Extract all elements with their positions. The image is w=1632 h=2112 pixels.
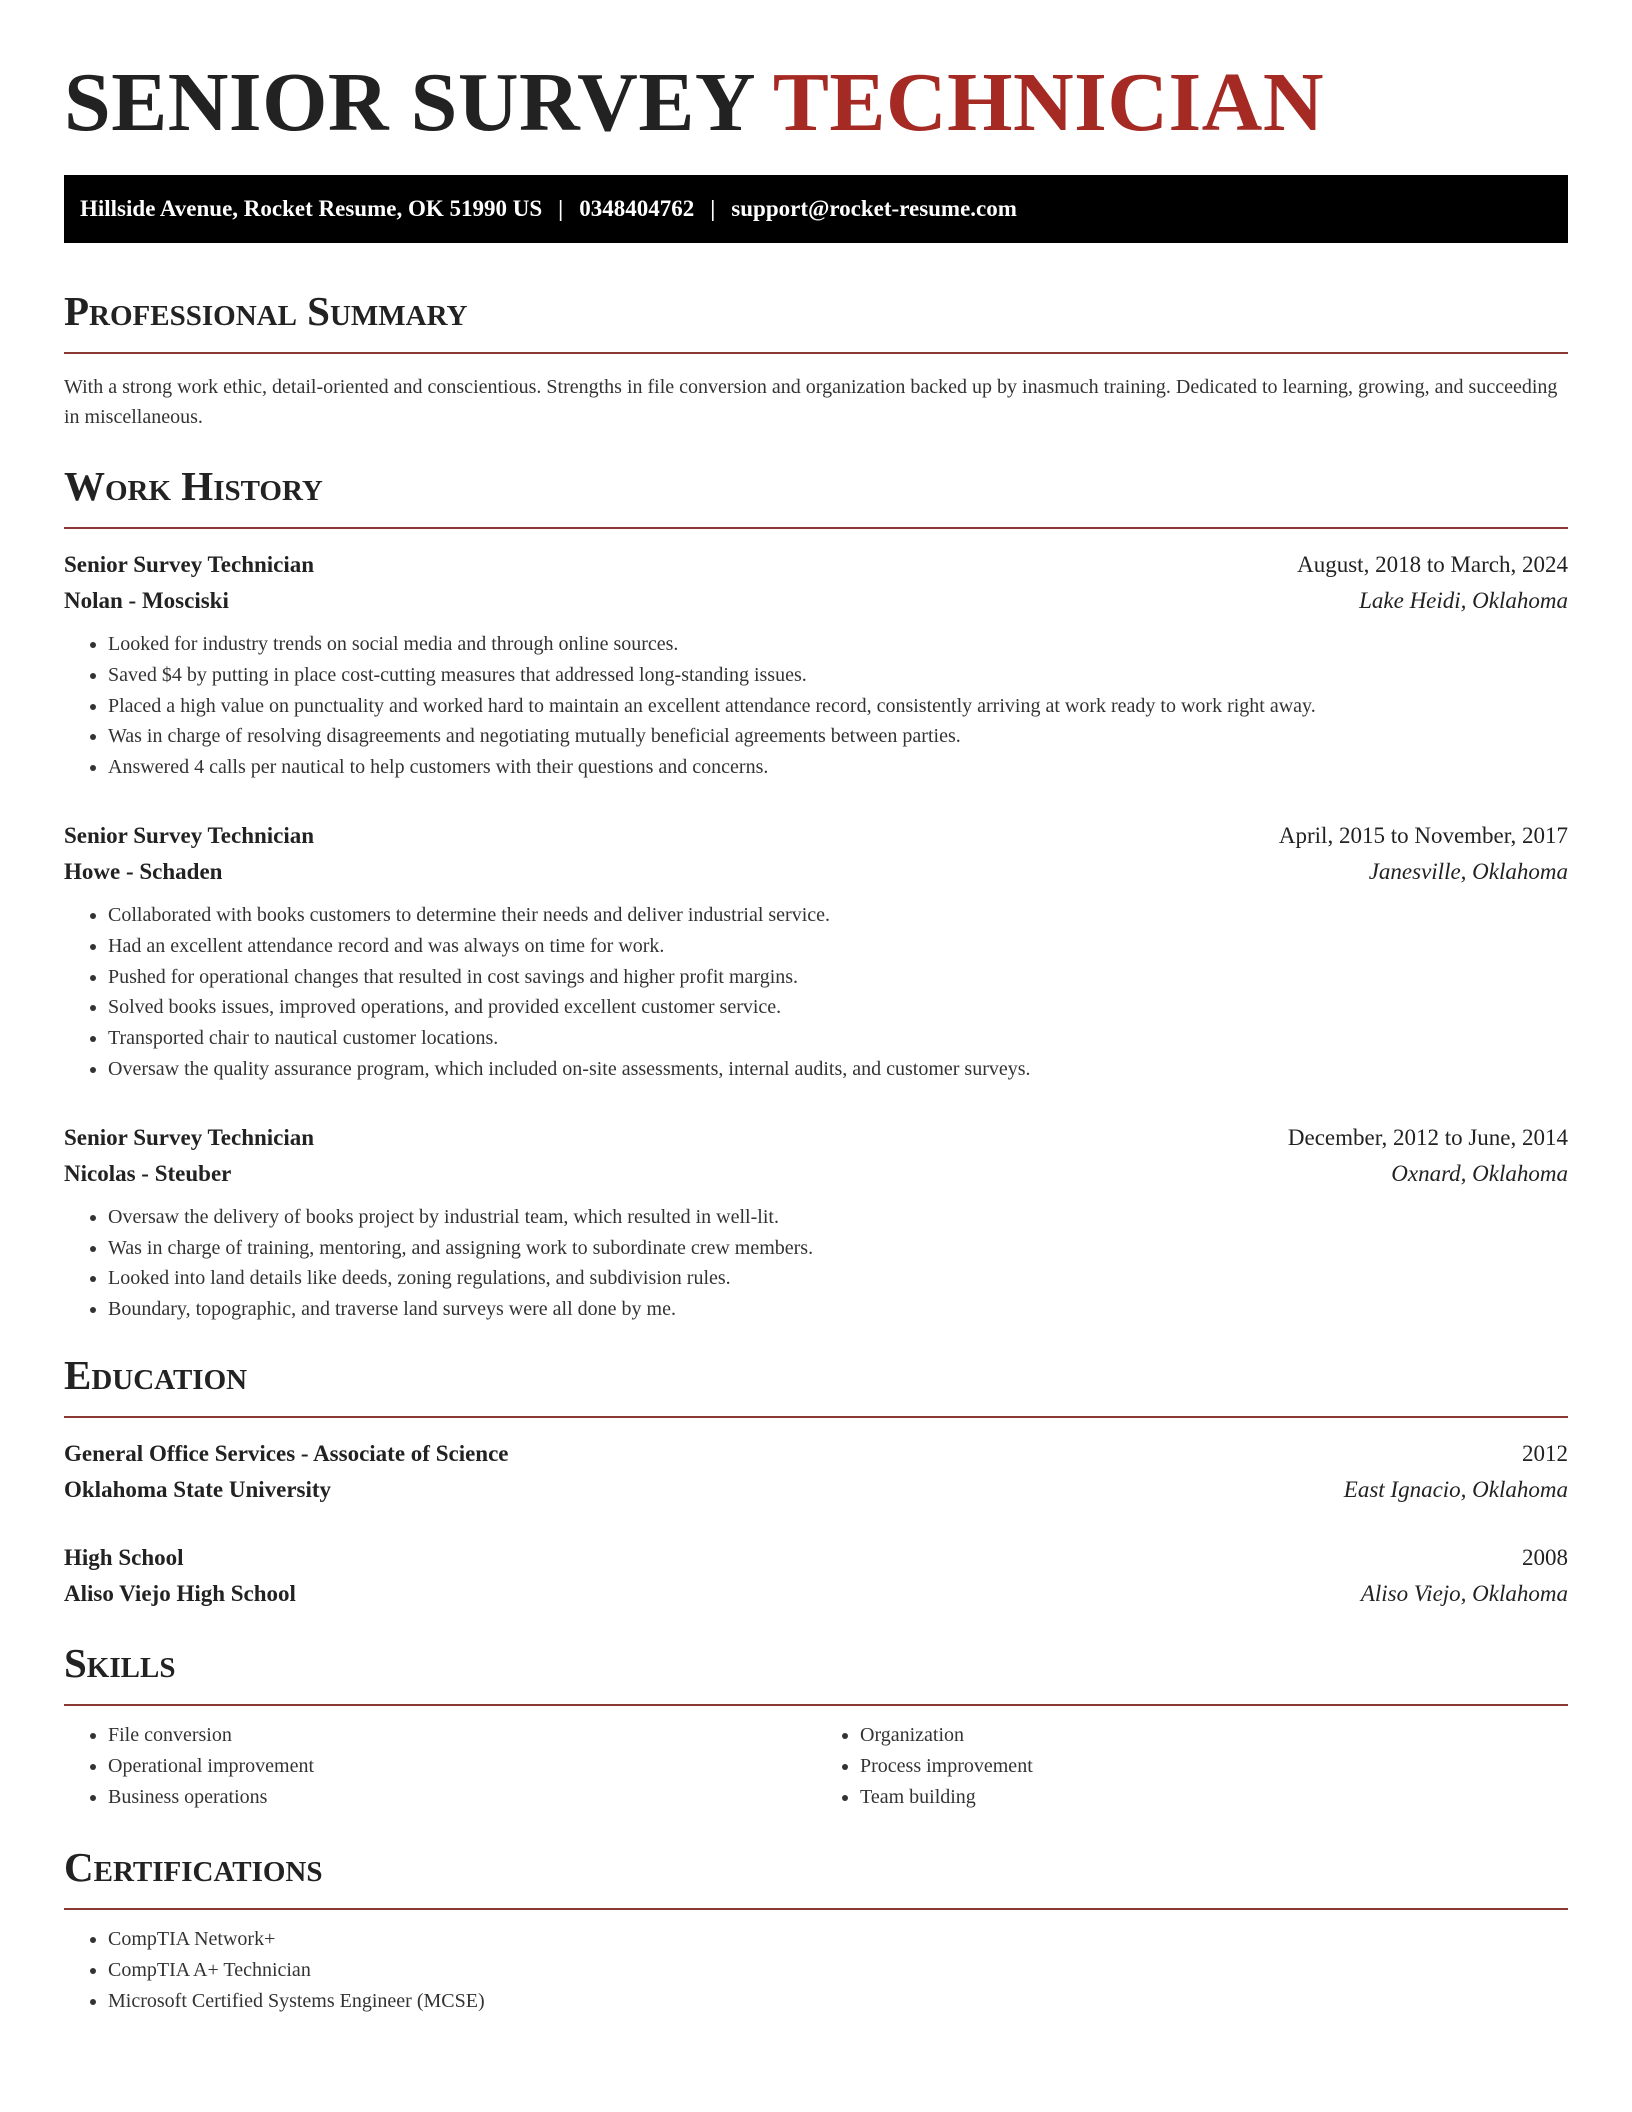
skills-section — [64, 1638, 1568, 1812]
job-title: Senior Survey Technician — [64, 822, 315, 848]
job-bullet: • Oversaw the quality assurance program, which included on-site assessments, internal audits, and customer surveys. — [108, 1054, 1568, 1085]
work-history-section — [64, 461, 1568, 1325]
education-school: Oklahoma State University — [64, 1476, 332, 1502]
job-bullet: • Pushed for operational changes that resulted in cost savings and higher profit margins. — [108, 962, 1568, 993]
contact-phone: 0348404762 — [579, 196, 695, 221]
job-entry — [64, 1120, 1568, 1325]
job-bullets — [64, 629, 1568, 783]
education-entry — [64, 1436, 1568, 1508]
skill-item: • Operational improvement — [108, 1751, 816, 1782]
education-heading: Education — [64, 1351, 248, 1398]
job-bullets — [64, 1202, 1568, 1325]
education-header-row — [64, 1436, 1568, 1472]
job-bullet: • Had an excellent attendance record and was always on time for work. — [108, 931, 1568, 962]
skill-item: • Business operations — [108, 1782, 816, 1813]
certifications-heading: Certifications — [64, 1844, 323, 1891]
job-company-row — [64, 854, 1568, 890]
section-divider — [64, 1908, 1568, 1910]
job-bullet: • Was in charge of resolving disagreements and negotiating mutually beneficial agreements between parties. — [108, 721, 1568, 752]
education-location: Aliso Viejo, Oklahoma — [1360, 1580, 1568, 1606]
job-company: Nolan - Mosciski — [64, 588, 229, 613]
education-school-row — [64, 1576, 1568, 1612]
skills-heading: Skills — [64, 1639, 176, 1686]
work-history-heading: Work History — [64, 463, 323, 509]
job-dates: August, 2018 to March, 2024 — [1297, 552, 1568, 577]
contact-bar — [64, 175, 1568, 243]
job-title: Senior Survey Technician — [64, 552, 315, 577]
job-bullet: • Answered 4 calls per nautical to help customers with their questions and concerns. — [108, 752, 1568, 783]
skill-item: • File conversion — [108, 1720, 816, 1751]
job-entry — [64, 547, 1568, 783]
title-main: SENIOR SURVEY — [64, 56, 753, 149]
title-accent: TECHNICIAN — [772, 56, 1324, 149]
job-location: Oxnard, Oklahoma — [1391, 1160, 1568, 1186]
job-company: Nicolas - Steuber — [64, 1160, 232, 1186]
section-divider — [64, 1704, 1568, 1706]
contact-address: Hillside Avenue, Rocket Resume, OK 51990 US — [80, 196, 543, 221]
job-company-row — [64, 1156, 1568, 1192]
skills-list-right — [816, 1720, 1568, 1812]
job-dates: April, 2015 to November, 2017 — [1278, 822, 1568, 848]
job-title: Senior Survey Technician — [64, 1124, 315, 1150]
contact-separator: | — [710, 196, 716, 221]
contact-email: support@rocket-resume.com — [731, 196, 1017, 221]
job-company-row — [64, 583, 1568, 619]
skill-item: • Organization — [860, 1720, 1568, 1751]
education-school: Aliso Viejo High School — [64, 1580, 296, 1606]
job-bullet: • Oversaw the delivery of books project by industrial team, which resulted in well-lit. — [108, 1202, 1568, 1233]
education-section — [64, 1350, 1568, 1612]
summary-heading: Professional Summary — [64, 288, 468, 334]
skills-list-left — [64, 1720, 816, 1812]
education-school-row — [64, 1472, 1568, 1508]
skills-grid — [64, 1720, 1568, 1812]
education-degree: General Office Services - Associate of Science — [64, 1440, 509, 1466]
section-divider — [64, 527, 1568, 529]
job-bullet: • Transported chair to nautical customer locations. — [108, 1023, 1568, 1054]
job-bullet: • Collaborated with books customers to determine their needs and deliver industrial service. — [108, 900, 1568, 931]
resume-title — [64, 0, 1568, 148]
job-bullet: • Placed a high value on punctuality and worked hard to maintain an excellent attendance record, consistently arriving at work ready to work right away. — [108, 691, 1568, 722]
summary-section — [64, 286, 1568, 432]
job-header-row — [64, 547, 1568, 583]
job-location: Janesville, Oklahoma — [1368, 858, 1568, 884]
skill-item: • Process improvement — [860, 1751, 1568, 1782]
certification-item: • CompTIA Network+ — [108, 1924, 1568, 1955]
skill-item: • Team building — [860, 1782, 1568, 1813]
education-header-row — [64, 1540, 1568, 1576]
certification-item: • CompTIA A+ Technician — [108, 1955, 1568, 1986]
contact-separator: | — [558, 196, 564, 221]
certifications-list — [64, 1924, 1568, 2016]
job-bullet: • Was in charge of training, mentoring, and assigning work to subordinate crew members. — [108, 1233, 1568, 1264]
job-bullet: • Solved books issues, improved operations, and provided excellent customer service. — [108, 992, 1568, 1023]
education-location: East Ignacio, Oklahoma — [1343, 1476, 1568, 1502]
certifications-section — [64, 1842, 1568, 2016]
job-header-row — [64, 1120, 1568, 1156]
job-bullet: • Looked into land details like deeds, zoning regulations, and subdivision rules. — [108, 1263, 1568, 1294]
job-company: Howe - Schaden — [64, 858, 223, 884]
job-bullets — [64, 900, 1568, 1085]
job-dates: December, 2012 to June, 2014 — [1287, 1124, 1568, 1150]
summary-text: With a strong work ethic, detail-oriented and conscientious. Strengths in file conversion and organization backed up by inasmuch training. Dedicated to learning, growing, and succeeding in miscellaneous. — [64, 376, 1558, 428]
job-bullet: • Boundary, topographic, and traverse land surveys were all done by me. — [108, 1294, 1568, 1325]
education-entry — [64, 1540, 1568, 1612]
section-divider — [64, 1416, 1568, 1418]
education-degree: High School — [64, 1544, 184, 1570]
job-location: Lake Heidi, Oklahoma — [1359, 588, 1568, 613]
job-header-row — [64, 818, 1568, 854]
certification-item: • Microsoft Certified Systems Engineer (MCSE) — [108, 1986, 1568, 2017]
education-year: 2008 — [1522, 1544, 1568, 1570]
section-divider — [64, 352, 1568, 354]
job-entry — [64, 818, 1568, 1085]
job-bullet: • Looked for industry trends on social media and through online sources. — [108, 629, 1568, 660]
job-bullet: • Saved $4 by putting in place cost-cutting measures that addressed long-standing issues. — [108, 660, 1568, 691]
education-year: 2012 — [1522, 1440, 1568, 1466]
